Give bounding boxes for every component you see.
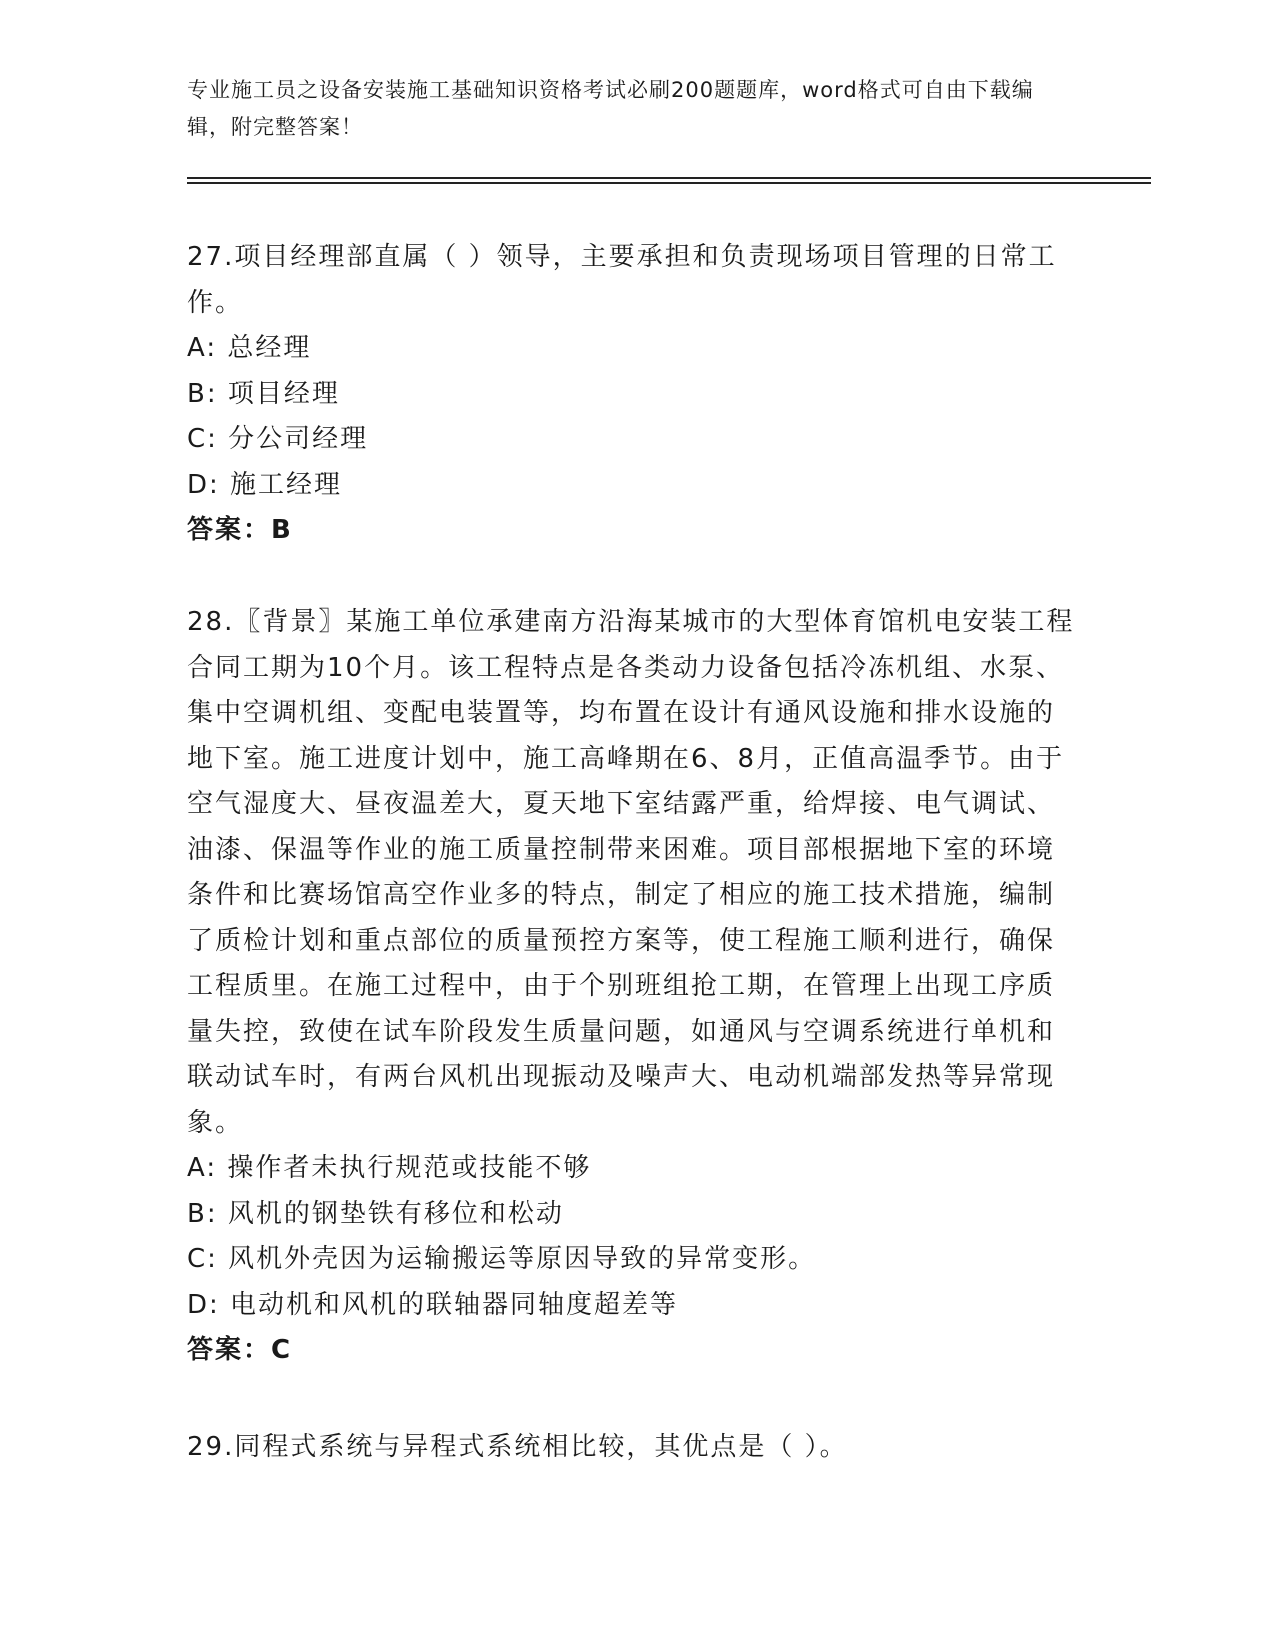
question-stem: 27.项目经理部直属（ ）领导，主要承担和负责现场项目管理的日常工作。 bbox=[187, 242, 1057, 318]
option-a: A: 操作者未执行规范或技能不够 bbox=[187, 1153, 592, 1183]
document-header: 专业施工员之设备安装施工基础知识资格考试必刷200题题库，word格式可自由下载编辑，附完整答案！ bbox=[187, 78, 1034, 139]
option-c: C: 风机外壳因为运输搬运等原因导致的异常变形。 bbox=[187, 1244, 817, 1274]
option-b: B: 项目经理 bbox=[187, 378, 340, 409]
option-b: B: 风机的钢垫铁有移位和松动 bbox=[187, 1198, 564, 1229]
option-d: D: 电动机和风机的联轴器同轴度超差等 bbox=[187, 1289, 679, 1320]
header-divider-bottom bbox=[187, 182, 1151, 184]
question-29 bbox=[187, 1425, 1077, 1471]
question-stem: 28.〖背景〗某施工单位承建南方沿海某城市的大型体育馆机电安装工程合同工期为10个月。该工程特点是各类动力设备包括冷冻机组、水泵、集中空调机组、变配电装置等，均布置在设计有通风设施和排水设施的地下室。施工进度计划中，施工高峰期在6、8月，正值高温季节。由于空气湿度大、昼夜温差大，夏天地下室结露严重，给焊接、电气调试、油漆、保温等作业的施工质量控制带来困难。项目部根据地下室的环境条件和比赛场馆高空作业多的特点，制定了相应的施工技术措施，编制了质检计划和重点部位的质量预控方案等，使工程施工顺利进行，确保工程质里。在施工过程中，由于个别班组抢工期，在管理上出现工序质量失控，致使在试车阶段发生质量问题，如通风与空调系统进行单机和联动试车时，有两台风机出现振动及噪声大、电动机端部发热等异常现象。 bbox=[187, 607, 1075, 1138]
answer: 答案：B bbox=[187, 515, 293, 545]
question-28 bbox=[187, 600, 1077, 1374]
question-27 bbox=[187, 235, 1077, 554]
option-d: D: 施工经理 bbox=[187, 469, 343, 500]
header-divider-top bbox=[187, 177, 1151, 179]
option-a: A: 总经理 bbox=[187, 333, 312, 363]
option-c: C: 分公司经理 bbox=[187, 424, 369, 454]
answer: 答案：C bbox=[187, 1335, 293, 1365]
question-stem: 29.同程式系统与异程式系统相比较，其优点是（ ）。 bbox=[187, 1432, 848, 1462]
